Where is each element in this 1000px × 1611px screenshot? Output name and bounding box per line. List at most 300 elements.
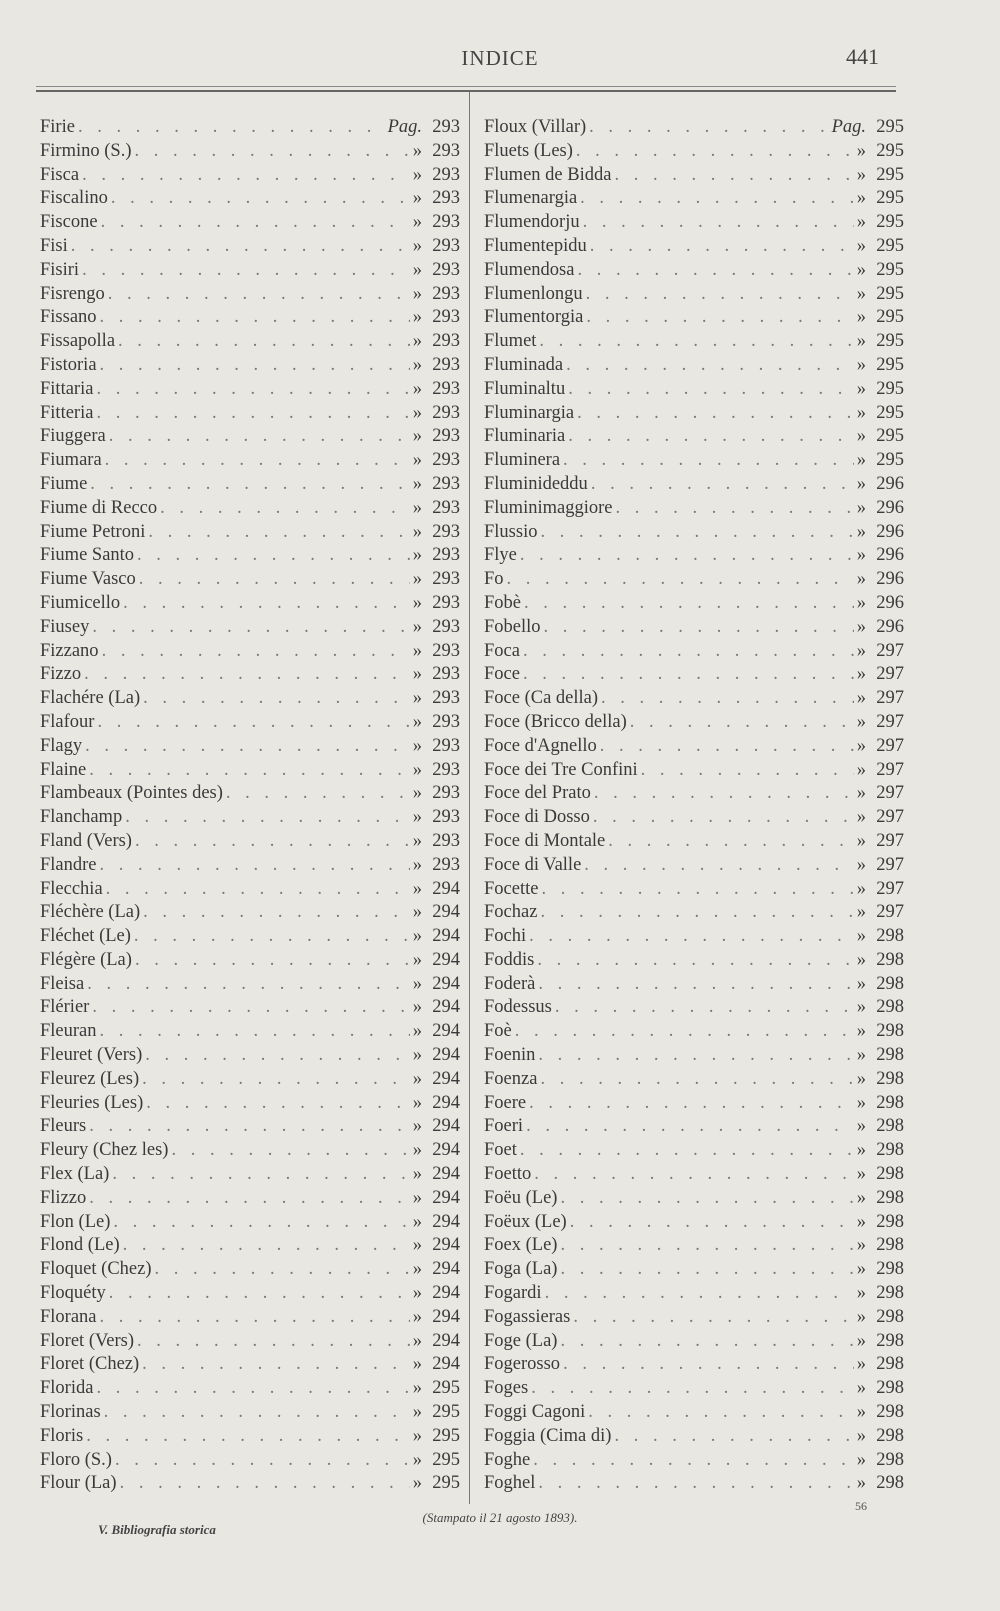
dot-leader bbox=[85, 736, 410, 757]
index-entry bbox=[40, 426, 460, 450]
index-entry bbox=[40, 712, 460, 736]
index-entry bbox=[484, 783, 904, 807]
entry-name: Foderà bbox=[484, 973, 536, 994]
dot-leader bbox=[142, 1069, 410, 1090]
entry-name: Fleurs bbox=[40, 1116, 87, 1137]
entry-name: Fo bbox=[484, 569, 504, 590]
index-entry bbox=[484, 212, 904, 236]
dot-leader bbox=[96, 1378, 409, 1399]
ditto-mark: » bbox=[856, 1473, 866, 1494]
index-entry bbox=[40, 1069, 460, 1093]
dot-leader bbox=[118, 331, 410, 352]
entry-name: Flon (Le) bbox=[40, 1211, 111, 1232]
entry-page: 297 bbox=[876, 783, 904, 804]
dot-leader bbox=[148, 522, 409, 543]
dot-leader bbox=[520, 1140, 854, 1161]
dot-leader bbox=[583, 212, 854, 233]
ditto-mark: » bbox=[856, 1068, 866, 1089]
ditto-mark: » bbox=[856, 759, 866, 780]
ditto-mark: » bbox=[856, 426, 866, 447]
entry-name: Foex (Le) bbox=[484, 1235, 558, 1256]
entry-name: Flumendorju bbox=[484, 212, 580, 233]
ditto-mark: » bbox=[412, 783, 422, 804]
entry-page: 293 bbox=[432, 783, 460, 804]
index-entry bbox=[40, 1354, 460, 1378]
index-entry bbox=[40, 260, 460, 284]
dot-leader bbox=[608, 831, 853, 852]
entry-page: 293 bbox=[432, 688, 460, 709]
ditto-mark: » bbox=[856, 807, 866, 828]
dot-leader bbox=[137, 545, 410, 566]
dot-leader bbox=[113, 1212, 409, 1233]
index-entry bbox=[40, 569, 460, 593]
ditto-mark: » bbox=[412, 259, 422, 280]
entry-page: 297 bbox=[876, 902, 904, 923]
entry-name: Focette bbox=[484, 878, 539, 899]
dot-leader bbox=[101, 212, 410, 233]
entry-name: Fiume Santo bbox=[40, 545, 135, 566]
index-entry bbox=[40, 1164, 460, 1188]
ditto-mark: » bbox=[856, 1283, 866, 1304]
index-entry bbox=[40, 1116, 460, 1140]
ditto-mark: » bbox=[856, 473, 866, 494]
ditto-mark: » bbox=[412, 1187, 422, 1208]
ditto-mark: » bbox=[412, 949, 422, 970]
dot-leader bbox=[600, 736, 854, 757]
entry-name: Floux (Villar) bbox=[484, 117, 587, 137]
entry-page: 294 bbox=[432, 997, 460, 1018]
entry-name: Fluminaltu bbox=[484, 378, 566, 399]
dot-leader bbox=[566, 355, 854, 376]
dot-leader bbox=[146, 1093, 409, 1114]
entry-name: Foce bbox=[484, 664, 520, 685]
index-entry bbox=[484, 331, 904, 355]
entry-name: Fobè bbox=[484, 592, 521, 613]
ditto-mark: » bbox=[856, 140, 866, 161]
index-entry bbox=[40, 831, 460, 855]
index-entry bbox=[484, 974, 904, 998]
entry-page: 298 bbox=[876, 1068, 904, 1089]
page-number: 441 bbox=[846, 44, 879, 69]
entry-name: Foce (Bricco della) bbox=[484, 711, 627, 732]
dot-leader bbox=[82, 260, 410, 281]
signature-mark: 56 bbox=[855, 1499, 867, 1513]
entry-name: Foce del Prato bbox=[484, 783, 591, 804]
ditto-mark: » bbox=[856, 1306, 866, 1327]
index-entry bbox=[40, 188, 460, 212]
index-entry bbox=[40, 212, 460, 236]
ditto-mark: » bbox=[856, 283, 866, 304]
index-entry bbox=[40, 593, 460, 617]
ditto-mark: » bbox=[412, 235, 422, 256]
entry-name: Fiscalino bbox=[40, 188, 108, 209]
dot-leader bbox=[540, 522, 853, 543]
dot-leader bbox=[615, 498, 853, 519]
entry-name: Foce d'Agnello bbox=[484, 735, 597, 756]
dot-leader bbox=[591, 474, 854, 495]
index-column-right bbox=[484, 117, 904, 1497]
entry-name: Fiscone bbox=[40, 212, 98, 233]
ditto-mark: » bbox=[412, 997, 422, 1018]
dot-leader bbox=[568, 426, 854, 447]
entry-name: Fiumara bbox=[40, 450, 102, 471]
entry-name: Fluminideddu bbox=[484, 473, 588, 494]
index-entry bbox=[484, 1473, 904, 1497]
entry-name: Flussio bbox=[484, 521, 538, 542]
entry-name: Foere bbox=[484, 1092, 527, 1113]
entry-page: 296 bbox=[876, 497, 904, 518]
entry-name: Fochaz bbox=[484, 902, 538, 923]
index-entry bbox=[40, 1259, 460, 1283]
entry-page: 293 bbox=[432, 569, 460, 590]
ditto-mark: » bbox=[412, 331, 422, 352]
entry-page: 298 bbox=[876, 1449, 904, 1470]
dot-leader bbox=[584, 855, 853, 876]
entry-page: 298 bbox=[876, 1306, 904, 1327]
entry-page: 294 bbox=[432, 973, 460, 994]
entry-name: Foggia (Cima di) bbox=[484, 1425, 612, 1446]
ditto-mark: » bbox=[412, 1425, 422, 1446]
ditto-mark: » bbox=[856, 259, 866, 280]
ditto-mark: » bbox=[412, 759, 422, 780]
index-entry bbox=[484, 236, 904, 260]
entry-page: 293 bbox=[432, 640, 460, 661]
dot-leader bbox=[586, 284, 854, 305]
index-entry bbox=[484, 593, 904, 617]
index-entry bbox=[484, 1354, 904, 1378]
dot-leader bbox=[135, 950, 410, 971]
dot-leader bbox=[90, 474, 409, 495]
ditto-mark: » bbox=[412, 902, 422, 923]
dot-leader bbox=[155, 1259, 410, 1280]
index-entry bbox=[484, 188, 904, 212]
index-entry bbox=[484, 450, 904, 474]
dot-leader bbox=[71, 236, 410, 257]
dot-leader bbox=[568, 379, 854, 400]
index-entry bbox=[40, 641, 460, 665]
index-entry bbox=[484, 1116, 904, 1140]
index-entry bbox=[484, 1426, 904, 1450]
index-entry bbox=[484, 1021, 904, 1045]
ditto-mark: » bbox=[856, 569, 866, 590]
entry-page: 294 bbox=[432, 1068, 460, 1089]
index-entry bbox=[484, 1235, 904, 1259]
entry-page: 293 bbox=[432, 616, 460, 637]
entry-page: 296 bbox=[876, 616, 904, 637]
ditto-mark: » bbox=[856, 212, 866, 233]
entry-page: 296 bbox=[876, 473, 904, 494]
dot-leader bbox=[560, 1331, 853, 1352]
entry-name: Fleurez (Les) bbox=[40, 1068, 140, 1089]
ditto-mark: » bbox=[856, 711, 866, 732]
entry-page: 293 bbox=[432, 235, 460, 256]
entry-name: Flumet bbox=[484, 331, 537, 352]
dot-leader bbox=[590, 236, 854, 257]
dot-leader bbox=[78, 117, 385, 138]
entry-page: 298 bbox=[876, 1473, 904, 1494]
entry-page: 294 bbox=[432, 1354, 460, 1375]
entry-name: Fobello bbox=[484, 616, 541, 637]
entry-page: 298 bbox=[876, 1164, 904, 1185]
dot-leader bbox=[577, 403, 854, 424]
index-entry bbox=[484, 260, 904, 284]
dot-leader bbox=[538, 1473, 853, 1494]
dot-leader bbox=[524, 593, 854, 614]
entry-name: Fleuran bbox=[40, 1021, 97, 1042]
entry-name: Fleisa bbox=[40, 973, 85, 994]
index-entry bbox=[40, 1378, 460, 1402]
entry-page: 295 bbox=[876, 426, 904, 447]
entry-name: Fléchère (La) bbox=[40, 902, 141, 923]
index-entry bbox=[40, 1021, 460, 1045]
ditto-mark: » bbox=[856, 1116, 866, 1137]
entry-name: Foggi Cagoni bbox=[484, 1402, 586, 1423]
index-entry bbox=[484, 807, 904, 831]
ditto-mark: » bbox=[856, 188, 866, 209]
dot-leader bbox=[89, 1116, 410, 1137]
entry-page: 298 bbox=[876, 1354, 904, 1375]
index-entry bbox=[40, 1331, 460, 1355]
dot-leader bbox=[92, 617, 409, 638]
dot-leader bbox=[555, 997, 854, 1018]
ditto-mark: » bbox=[856, 1092, 866, 1113]
entry-name: Flanchamp bbox=[40, 807, 123, 828]
index-entry bbox=[40, 807, 460, 831]
entry-page: 297 bbox=[876, 830, 904, 851]
entry-name: Fogassieras bbox=[484, 1306, 571, 1327]
index-entry bbox=[484, 1069, 904, 1093]
ditto-mark: » bbox=[856, 1187, 866, 1208]
entry-page: 293 bbox=[432, 807, 460, 828]
entry-page: 293 bbox=[432, 545, 460, 566]
index-entry bbox=[40, 1402, 460, 1426]
index-entry bbox=[40, 1140, 460, 1164]
entry-page: 295 bbox=[876, 164, 904, 185]
dot-leader bbox=[96, 403, 409, 424]
dot-leader bbox=[171, 1140, 409, 1161]
index-entry bbox=[40, 450, 460, 474]
index-entry bbox=[40, 760, 460, 784]
dot-leader bbox=[541, 879, 853, 900]
dot-leader bbox=[108, 284, 410, 305]
dot-leader bbox=[100, 307, 410, 328]
entry-page: 293 bbox=[432, 473, 460, 494]
ditto-mark: » bbox=[856, 1378, 866, 1399]
dot-leader bbox=[89, 760, 410, 781]
dot-leader bbox=[593, 807, 854, 828]
entry-name: Flumentorgia bbox=[484, 307, 584, 328]
index-entry bbox=[484, 1307, 904, 1331]
ditto-mark: » bbox=[412, 1211, 422, 1232]
entry-page: 294 bbox=[432, 902, 460, 923]
ditto-mark: » bbox=[856, 902, 866, 923]
ditto-mark: » bbox=[412, 616, 422, 637]
entry-name: Foga (La) bbox=[484, 1259, 558, 1280]
entry-page: 295 bbox=[432, 1402, 460, 1423]
entry-page: 295 bbox=[432, 1473, 460, 1494]
entry-page: 295 bbox=[876, 331, 904, 352]
index-entry bbox=[484, 664, 904, 688]
index-entry bbox=[484, 950, 904, 974]
index-entry bbox=[40, 403, 460, 427]
entry-page: 298 bbox=[876, 1283, 904, 1304]
dot-leader bbox=[104, 1402, 410, 1423]
index-entry bbox=[484, 379, 904, 403]
entry-name: Fitteria bbox=[40, 402, 94, 423]
entry-name: Fisca bbox=[40, 164, 80, 185]
index-entry bbox=[484, 1140, 904, 1164]
ditto-mark: » bbox=[856, 1449, 866, 1470]
index-entry bbox=[484, 569, 904, 593]
ditto-mark: » bbox=[412, 1045, 422, 1066]
dot-leader bbox=[100, 1307, 410, 1328]
ditto-mark: » bbox=[856, 949, 866, 970]
dot-leader bbox=[560, 1259, 853, 1280]
entry-name: Fiumicello bbox=[40, 592, 121, 613]
index-entry bbox=[484, 902, 904, 926]
footer-print-date: (Stampato il 21 agosto 1893). bbox=[422, 1510, 578, 1525]
page-prefix: Pag. bbox=[387, 117, 422, 137]
entry-name: Fiume Petroni bbox=[40, 521, 146, 542]
dot-leader bbox=[529, 926, 854, 947]
entry-page: 297 bbox=[876, 735, 904, 756]
ditto-mark: » bbox=[412, 378, 422, 399]
entry-page: 294 bbox=[432, 1187, 460, 1208]
entry-name: Foge (La) bbox=[484, 1330, 558, 1351]
entry-page: 293 bbox=[432, 307, 460, 328]
index-entry bbox=[40, 498, 460, 522]
index-entry bbox=[484, 997, 904, 1021]
entry-name: Foges bbox=[484, 1378, 529, 1399]
index-entry bbox=[40, 688, 460, 712]
dot-leader bbox=[134, 141, 409, 162]
entry-page: 296 bbox=[876, 521, 904, 542]
entry-name: Fistoria bbox=[40, 354, 97, 375]
index-entry bbox=[484, 284, 904, 308]
entry-name: Flizzo bbox=[40, 1187, 87, 1208]
ditto-mark: » bbox=[856, 997, 866, 1018]
entry-page: 295 bbox=[876, 188, 904, 209]
entry-name: Fochi bbox=[484, 926, 527, 947]
index-entry bbox=[484, 1378, 904, 1402]
entry-name: Flond (Le) bbox=[40, 1235, 120, 1256]
ditto-mark: » bbox=[412, 283, 422, 304]
ditto-mark: » bbox=[412, 1354, 422, 1375]
dot-leader bbox=[580, 188, 854, 209]
dot-leader bbox=[100, 855, 410, 876]
ditto-mark: » bbox=[856, 854, 866, 875]
dot-leader bbox=[544, 617, 854, 638]
dot-leader bbox=[82, 165, 410, 186]
ditto-mark: » bbox=[856, 1211, 866, 1232]
dot-leader bbox=[589, 117, 828, 138]
entry-page: 293 bbox=[432, 497, 460, 518]
ditto-mark: » bbox=[856, 1354, 866, 1375]
index-entry bbox=[484, 1331, 904, 1355]
ditto-mark: » bbox=[856, 450, 866, 471]
entry-page: 295 bbox=[876, 283, 904, 304]
ditto-mark: » bbox=[412, 450, 422, 471]
index-entry bbox=[40, 1307, 460, 1331]
entry-page: 295 bbox=[876, 235, 904, 256]
index-entry bbox=[484, 1259, 904, 1283]
entry-page: 298 bbox=[876, 1211, 904, 1232]
entry-name: Fiume di Recco bbox=[40, 497, 158, 518]
index-entry bbox=[484, 1450, 904, 1474]
entry-page: 295 bbox=[876, 402, 904, 423]
ditto-mark: » bbox=[856, 307, 866, 328]
index-column-left bbox=[40, 117, 460, 1497]
entry-name: Flérier bbox=[40, 997, 90, 1018]
entry-page: 298 bbox=[876, 1021, 904, 1042]
entry-page: 298 bbox=[876, 997, 904, 1018]
ditto-mark: » bbox=[856, 378, 866, 399]
ditto-mark: » bbox=[856, 521, 866, 542]
entry-name: Foghel bbox=[484, 1473, 536, 1494]
ditto-mark: » bbox=[412, 854, 422, 875]
index-entry bbox=[484, 545, 904, 569]
ditto-mark: » bbox=[856, 735, 866, 756]
index-entry bbox=[484, 117, 904, 141]
ditto-mark: » bbox=[856, 1330, 866, 1351]
entry-name: Fodessus bbox=[484, 997, 552, 1018]
ditto-mark: » bbox=[412, 688, 422, 709]
entry-name: Flaine bbox=[40, 759, 87, 780]
entry-name: Flumentepidu bbox=[484, 235, 587, 256]
dot-leader bbox=[586, 307, 853, 328]
ditto-mark: » bbox=[412, 973, 422, 994]
ditto-mark: » bbox=[412, 1116, 422, 1137]
entry-name: Flour (La) bbox=[40, 1473, 117, 1494]
dot-leader bbox=[92, 997, 409, 1018]
entry-name: Florida bbox=[40, 1378, 94, 1399]
dot-leader bbox=[601, 688, 854, 709]
ditto-mark: » bbox=[856, 331, 866, 352]
entry-page: 298 bbox=[876, 1187, 904, 1208]
entry-name: Fluminaria bbox=[484, 426, 566, 447]
entry-page: 298 bbox=[876, 1092, 904, 1113]
dot-leader bbox=[614, 165, 853, 186]
index-entry bbox=[484, 355, 904, 379]
ditto-mark: » bbox=[412, 1235, 422, 1256]
entry-page: 297 bbox=[876, 878, 904, 899]
ditto-mark: » bbox=[412, 545, 422, 566]
dot-leader bbox=[515, 1021, 854, 1042]
dot-leader bbox=[137, 1331, 410, 1352]
index-entry bbox=[40, 1045, 460, 1069]
entry-name: Flagy bbox=[40, 735, 83, 756]
ditto-mark: » bbox=[412, 1402, 422, 1423]
entry-page: 294 bbox=[432, 1164, 460, 1185]
dot-leader bbox=[630, 712, 854, 733]
entry-name: Fissapolla bbox=[40, 331, 116, 352]
entry-page: 294 bbox=[432, 1235, 460, 1256]
index-entry bbox=[484, 165, 904, 189]
entry-name: Fleuries (Les) bbox=[40, 1092, 144, 1113]
entry-name: Fluminada bbox=[484, 354, 564, 375]
entry-name: Floquéty bbox=[40, 1283, 106, 1304]
ditto-mark: » bbox=[412, 735, 422, 756]
index-entry bbox=[40, 664, 460, 688]
index-entry bbox=[484, 1283, 904, 1307]
ditto-mark: » bbox=[856, 664, 866, 685]
ditto-mark: » bbox=[856, 1164, 866, 1185]
dot-leader bbox=[112, 1164, 409, 1185]
entry-page: 293 bbox=[432, 259, 460, 280]
dot-leader bbox=[588, 1402, 854, 1423]
entry-name: Flumendosa bbox=[484, 259, 575, 280]
dot-leader bbox=[520, 545, 854, 566]
